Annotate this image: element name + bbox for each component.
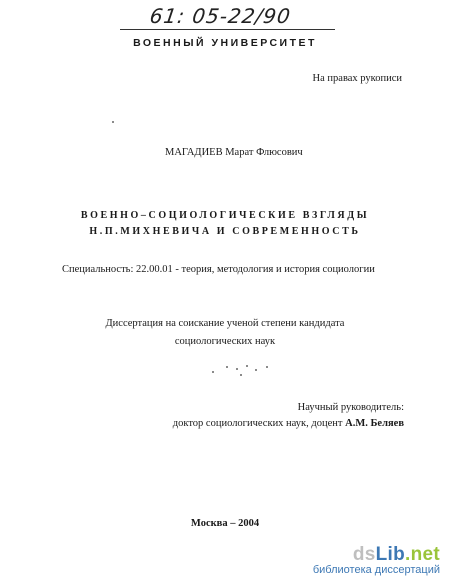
author-name: МАГАДИЕВ Марат Флюсович bbox=[165, 147, 303, 158]
handwritten-catalog-number: 61: 05-22/90 bbox=[148, 4, 293, 28]
university-name: ВОЕННЫЙ УНИВЕРСИТЕТ bbox=[133, 37, 317, 49]
speck bbox=[246, 365, 248, 367]
speck bbox=[255, 369, 257, 371]
title-line-2: Н.П.МИХНЕВИЧА И СОВРЕМЕННОСТЬ bbox=[89, 226, 361, 237]
speck bbox=[236, 368, 238, 370]
dissertation-line-2: социологических наук bbox=[174, 336, 276, 347]
logo-subtitle: библиотека диссертаций bbox=[312, 564, 440, 576]
speck bbox=[226, 366, 228, 368]
dissertation-line-1: Диссертация на соискание ученой степени кандидата bbox=[105, 318, 345, 329]
logo-wordmark bbox=[313, 544, 440, 566]
title-line-1: ВОЕННО–СОЦИОЛОГИЧЕСКИЕ ВЗГЛЯДЫ bbox=[80, 210, 370, 221]
supervisor-line bbox=[173, 418, 404, 429]
header-rule bbox=[120, 29, 335, 30]
speck bbox=[266, 366, 268, 368]
supervisor-degree: доктор социологических наук, доцент bbox=[172, 418, 343, 429]
logo-lib: Lib bbox=[375, 544, 406, 565]
logo-net: .net bbox=[405, 544, 440, 565]
manuscript-rights: На правах рукописи bbox=[312, 73, 402, 84]
speck bbox=[112, 121, 114, 123]
supervisor-label: Научный руководитель: bbox=[297, 402, 404, 413]
logo-ds: ds bbox=[352, 544, 376, 565]
supervisor-name: А.М. Беляев bbox=[345, 418, 404, 429]
speck bbox=[212, 371, 214, 373]
speck bbox=[240, 374, 242, 376]
dslib-logo[interactable] bbox=[313, 544, 440, 576]
specialty-line: Специальность: 22.00.01 - теория, методология и история социологии bbox=[62, 264, 375, 275]
city-year: Москва – 2004 bbox=[190, 518, 260, 529]
